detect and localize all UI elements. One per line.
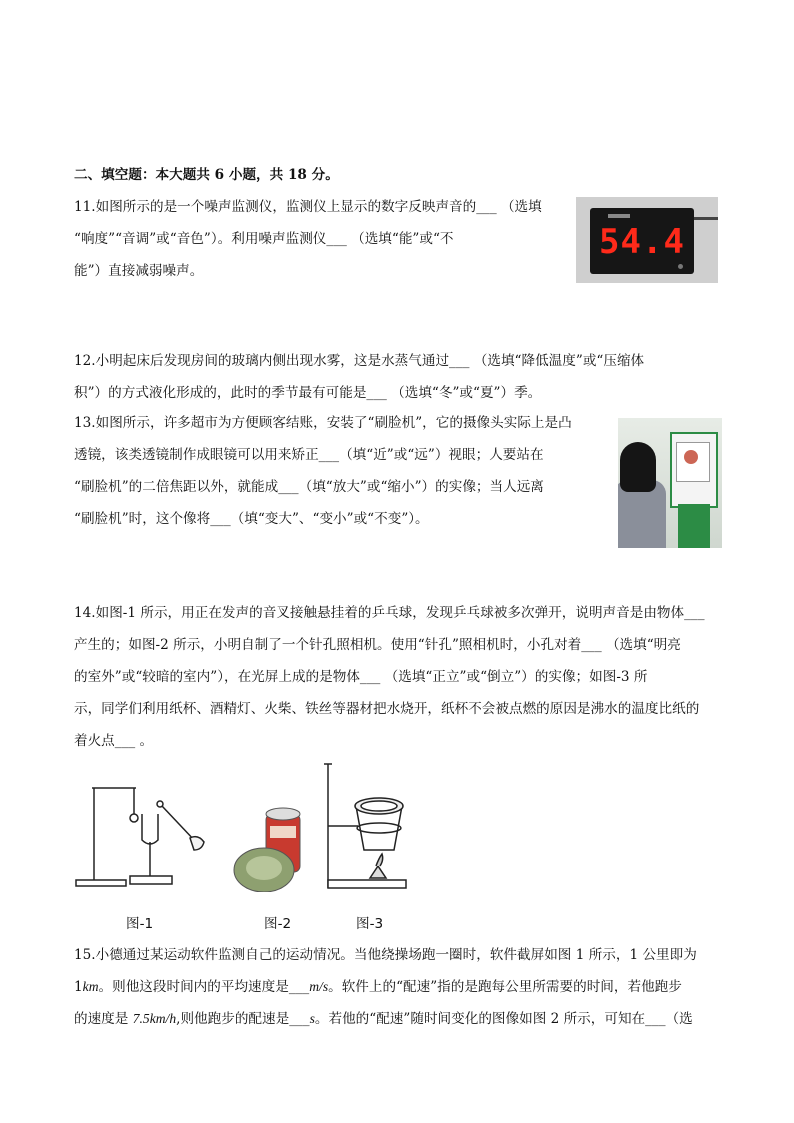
experiment-figures [72, 762, 417, 892]
q15-line-2-part-b: 。则他这段时间内的平均速度是___ [98, 979, 310, 995]
q12-line-2: 积”）的方式液化形成的，此时的季节最有可能是___ （选填“冬”或“夏”）季。 [74, 385, 542, 401]
q14-line-2: 产生的；如图-2 所示，小明自制了一个针孔照相机。使用“针孔”照相机时，小孔对着___ （选填“明亮 [74, 637, 681, 653]
meter-knob [678, 264, 683, 269]
q14-line-5: 着火点___ 。 [74, 733, 154, 749]
q14-line-1: 14.如图-1 所示，用正在发声的音叉接触悬挂着的乒乓球，发现乒乓球被多次弹开，说明声音是由物体___ [74, 605, 705, 621]
figure-2-pinhole-camera [234, 808, 300, 892]
q11-line-2: “响度”“音调”或“音色”）。利用噪声监测仪___ （选填“能”或“不 [74, 231, 454, 247]
q11-line-1: 11.如图所示的是一个噪声监测仪，监测仪上显示的数字反映声音的___ （选填 [74, 199, 542, 215]
q14-line-3: 的室外”或“较暗的室内”），在光屏上成的是物体___ （选填“正立”或“倒立”）的实像；如图-3 所 [74, 669, 648, 685]
q15-line-2-part-c: 。软件上的“配速”指的是跑每公里所需要的时间，若他跑步 [328, 979, 682, 995]
q15-line-3 [74, 1010, 693, 1028]
figure-3-caption: 图-3 [356, 916, 384, 932]
meter-reading: 54.4 [599, 222, 685, 262]
q13-line-2: 透镜，该类透镜制作成眼镜可以用来矫正___（填“近”或“远”）视眼；人要站在 [74, 447, 544, 463]
q15-line-2-part-a: 1 [74, 979, 83, 995]
q13-line-4: “刷脸机”时，这个像将___（填“变大”、“变小”或“不变”）。 [74, 511, 429, 527]
section-heading: 二、填空题：本大题共 6 小题，共 18 分。 [74, 167, 339, 183]
figure-1-tuning-fork [76, 788, 204, 886]
figure-2-caption: 图-2 [264, 916, 292, 932]
unit-km: km [82, 979, 99, 994]
person-hair [620, 442, 656, 492]
kiosk-stand [678, 504, 710, 548]
q15-line-3-part-b: ,则他跑步的配速是___ [176, 1011, 310, 1027]
speed-value: 7.5km/h [132, 1011, 177, 1026]
figure-3-paper-cup [324, 764, 406, 888]
face-scan-kiosk-photo [618, 418, 722, 548]
figure-1-caption: 图-1 [126, 916, 154, 932]
q13-line-1: 13.如图所示，许多超市为方便顾客结账，安装了“刷脸机”，它的摄像头实际上是凸 [74, 415, 572, 431]
meter-display [590, 208, 694, 274]
meter-cable [694, 217, 718, 220]
noise-meter-photo [576, 197, 718, 283]
unit-s: s [309, 1011, 315, 1026]
q15-line-2 [74, 978, 682, 996]
q14-line-4: 示，同学们利用纸杯、酒精灯、火柴、铁丝等器材把水烧开，纸杯不会被点燃的原因是沸水的温度比纸的 [74, 701, 700, 717]
meter-brand-label [608, 214, 630, 218]
q15-line-3-part-a: 的速度是 [74, 1011, 133, 1027]
q15-line-3-part-c: 。若他的“配速”随时间变化的图像如图 2 所示，可知在___（选 [314, 1011, 693, 1027]
q11-line-3: 能”）直接减弱噪声。 [74, 263, 204, 279]
q12-line-1: 12.小明起床后发现房间的玻璃内侧出现水雾，这是水蒸气通过___ （选填“降低温度”或“压缩体 [74, 353, 645, 369]
q13-line-3: “刷脸机”的二倍焦距以外，就能成___（填“放大”或“缩小”）的实像；当人远离 [74, 479, 544, 495]
unit-mps: m/s [309, 979, 329, 994]
kiosk-face-graphic [684, 450, 698, 464]
q15-line-1: 15.小德通过某运动软件监测自己的运动情况。当他绕操场跑一圈时，软件截屏如图 1 所示，1 公里即为 [74, 947, 697, 963]
